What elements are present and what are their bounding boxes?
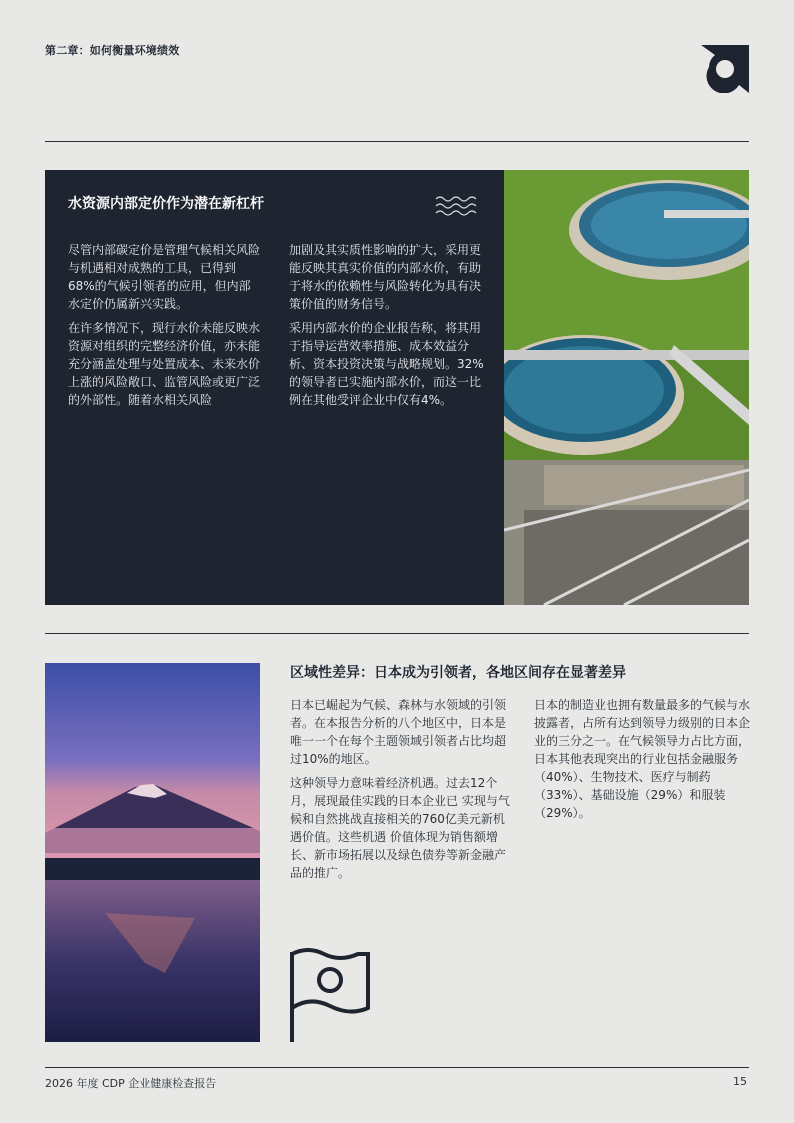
water-pricing-title: 水资源内部定价作为潜在新杠杆 [68, 196, 264, 212]
paragraph: 这种领导力意味着经济机遇。过去12个月，展现最佳实践的日本企业已 实现与气候和自然挑战直接相关的760亿美元新机遇价值。这些机遇 价值体现为销售额增长、新市场拓展以及绿色债券等新金融产品的推广。 [290, 776, 510, 880]
cdp-logo-icon [701, 45, 749, 93]
paragraph: 在许多情况下，现行水价未能反映水资源对组织的完整经济价值，亦未能充分涵盖处理与处置成本、未来水价上涨的风险敞口、监管风险或更广泛的外部性。随着水相关风险 [68, 321, 261, 407]
section-divider [45, 141, 749, 142]
region-col1 [290, 696, 512, 888]
mount-fuji-photo [45, 663, 260, 1042]
region-section-title: 区域性差异：日本成为引领者，各地区间存在显著差异 [290, 665, 626, 681]
paragraph: 采用内部水价的企业报告称，将其用于指导运营效率措施、成本效益分析、资本投资决策与战略规划。32%的领导者已实施内部水价，而这一比例在其他受评企业中仅有4%。 [289, 321, 484, 407]
water-treatment-photo [504, 170, 749, 605]
water-pricing-col2 [289, 241, 489, 415]
chapter-heading: 第二章：如何衡量环境绩效 [45, 44, 180, 57]
footer-divider [45, 1067, 749, 1068]
section-divider [45, 633, 749, 634]
page-number: 15 [733, 1075, 747, 1088]
region-col2 [534, 696, 750, 828]
water-pricing-panel [45, 170, 504, 605]
water-pricing-col1 [68, 241, 260, 415]
paragraph: 加剧及其实质性影响的扩大，采用更能反映其真实价值的内部水价，有助于将水的依赖性与风险转化为具有决策价值的财务信号。 [289, 243, 482, 311]
japan-flag-icon [288, 948, 374, 1044]
paragraph: 日本的制造业也拥有数量最多的气候与水披露者，占所有达到领导力级别的日本企业的三分之一。在气候领导力占比方面，日本其他表现突出的行业包括金融服务（40%）、生物技术、医疗与制药（33%）、基础设施（29%）和服装（29%）。 [534, 698, 751, 820]
paragraph: 尽管内部碳定价是管理气候相关风险与机遇相对成熟的工具，已得到68%的气候引领者的应用，但内部水定价仍属新兴实践。 [68, 243, 261, 311]
footer-report-name: 2026 年度 CDP 企业健康检查报告 [45, 1077, 217, 1090]
paragraph: 日本已崛起为气候、森林与水领域的引领者。在本报告分析的八个地区中，日本是唯一一个在每个主题领域引领者占比均超过10%的地区。 [290, 698, 507, 766]
water-waves-icon [435, 195, 481, 217]
